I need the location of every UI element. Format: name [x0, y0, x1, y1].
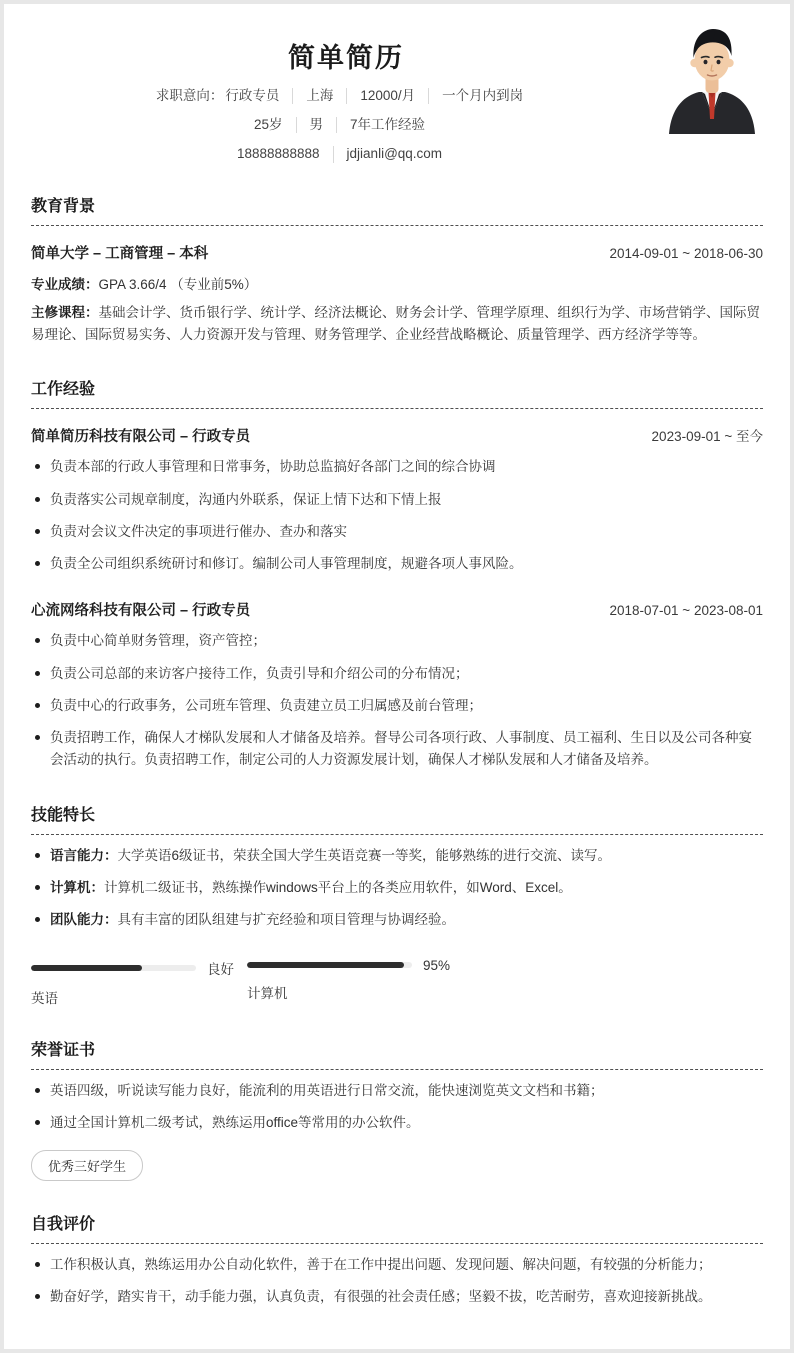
courses-value: 基础会计学、货币银行学、统计学、经济法概论、财务会计学、管理学原理、组织行为学、市场营销学、国际贸易理论、国际贸易实务、人力资源开发与管理、财务管理学、企业经营战略概论、质量管理学、西方经济学等等。: [31, 304, 760, 343]
intent-salary: 12000/月: [346, 88, 428, 104]
list-item: 通过全国计算机二级考试，熟练运用office等常用的办公软件。: [31, 1112, 763, 1134]
bar-value-label: 良好: [207, 961, 234, 977]
gpa-label: 专业成绩：: [31, 276, 99, 292]
skills-title: 技能特长: [31, 802, 763, 835]
profile-photo: [661, 22, 763, 134]
job-duties-list: [31, 630, 763, 771]
gpa-value: GPA 3.66/4 （专业前5%）: [98, 276, 258, 292]
job-duties-list: [31, 456, 763, 575]
section-honors: [31, 1037, 763, 1182]
skill-label: 团队能力：: [50, 912, 118, 928]
intent-availability: 一个月内到岗: [428, 88, 536, 104]
intent-position: 行政专员: [225, 88, 280, 103]
gender: 男: [296, 117, 337, 133]
header-info: [31, 18, 661, 163]
honor-tag-badge: 优秀三好学生: [31, 1150, 143, 1181]
section-skills: [31, 802, 763, 1007]
skills-list: [31, 845, 763, 932]
education-title: 教育背景: [31, 193, 763, 226]
progress-bar-fill: [247, 962, 404, 968]
bar-name-label: 英语: [31, 990, 58, 1006]
personal-info-row: [31, 117, 661, 133]
list-item: 负责对会议文件决定的事项进行催办、查办和落实: [31, 521, 763, 543]
list-item: [31, 909, 763, 931]
list-item: 负责招聘工作，确保人才梯队发展和人才储备及培养。督导公司各项行政、人事制度、员工福利、生日以及公司各种宴会活动的执行。负责招聘工作，制定公司的人力资源发展计划，确保人才梯队发展和人才储备及培养。: [31, 727, 763, 772]
education-date-range: 2014-09-01 ~ 2018-06-30: [609, 245, 763, 261]
list-item: 英语四级，听说读写能力良好，能流利的用英语进行日常交流，能快速浏览英文文档和书籍；: [31, 1080, 763, 1102]
intent-label: 求职意向：: [155, 88, 224, 103]
list-item: [31, 877, 763, 899]
company-position-line: 简单简历科技有限公司 – 行政专员: [31, 429, 251, 446]
list-item: 负责落实公司规章制度，沟通内外联系，保证上情下达和下情上报: [31, 489, 763, 511]
age: 25岁: [253, 117, 283, 133]
experience-years: 7年工作经验: [336, 117, 438, 133]
list-item: 负责公司总部的来访客户接待工作，负责引导和介绍公司的分布情况；: [31, 663, 763, 685]
bar-line: [247, 958, 463, 973]
phone-number: 18888888888: [236, 146, 320, 162]
resume-title: 简单简历: [288, 43, 404, 73]
skill-text: 大学英语6级证书，荣获全国大学生英语竞赛一等奖，能够熟练的进行交流、读写。: [117, 847, 612, 863]
section-work-experience: [31, 376, 763, 771]
progress-bar-track: [247, 962, 412, 968]
progress-bar-track: [31, 965, 196, 971]
progress-bar-fill: [31, 965, 142, 971]
skill-bar-english: [31, 958, 247, 1007]
job-date-range: 2023-09-01 ~ 至今: [651, 429, 763, 445]
work-title: 工作经验: [31, 376, 763, 409]
list-item: 工作积极认真，熟练运用办公自动化软件，善于在工作中提出问题、发现问题、解决问题，有较强的分析能力；: [31, 1254, 763, 1276]
job-entry-head: [31, 599, 763, 620]
list-item: 勤奋好学，踏实肯干，动手能力强，认真负责，有很强的社会责任感；坚毅不拔，吃苦耐劳，喜欢迎接新挑战。: [31, 1286, 763, 1308]
job-date-range: 2018-07-01 ~ 2023-08-01: [609, 603, 763, 619]
skill-bar-computer: [247, 958, 463, 1007]
resume-page: [4, 4, 790, 1349]
resume-header: [31, 4, 763, 163]
gpa-line: [31, 274, 763, 296]
honors-title: 荣誉证书: [31, 1037, 763, 1070]
skill-label: 语言能力：: [50, 847, 118, 863]
courses-label: 主修课程：: [31, 304, 99, 320]
skill-text: 具有丰富的团队组建与扩充经验和项目管理与协调经验。: [117, 912, 455, 928]
intent-city: 上海: [292, 88, 346, 104]
email-address: jdjianli@qq.com: [333, 146, 456, 162]
contact-row: [31, 146, 661, 162]
section-education: [31, 193, 763, 347]
job-entry-head: [31, 425, 763, 446]
bar-line: [31, 958, 247, 978]
job-intent-row: [31, 88, 661, 104]
section-self-evaluation: [31, 1211, 763, 1309]
self-evaluation-list: [31, 1254, 763, 1309]
honor-tags-row: [31, 1150, 763, 1181]
list-item: 负责中心的行政事务，公司班车管理、负责建立员工归属感及前台管理；: [31, 695, 763, 717]
list-item: [31, 845, 763, 867]
education-entry-head: [31, 242, 763, 263]
list-item: 负责中心简单财务管理，资产管控；: [31, 630, 763, 652]
company-position-line: 心流网络科技有限公司 – 行政专员: [31, 603, 251, 620]
skill-bars-row: [31, 958, 763, 1007]
bar-name-label: 计算机: [247, 985, 288, 1001]
skill-label: 计算机：: [50, 880, 104, 896]
list-item: 负责全公司组织系统研讨和修订。编制公司人事管理制度，规避各项人事风险。: [31, 553, 763, 575]
self-evaluation-title: 自我评价: [31, 1211, 763, 1244]
avatar-illustration: [661, 22, 763, 134]
list-item: 负责本部的行政人事管理和日常事务，协助总监搞好各部门之间的综合协调: [31, 456, 763, 478]
school-degree-line: 简单大学 – 工商管理 – 本科: [31, 245, 209, 262]
skill-text: 计算机二级证书，熟练操作windows平台上的各类应用软件，如Word、Excel。: [104, 880, 572, 896]
courses-line: [31, 302, 763, 347]
bar-value-label: 95%: [423, 957, 451, 973]
honors-list: [31, 1080, 763, 1135]
